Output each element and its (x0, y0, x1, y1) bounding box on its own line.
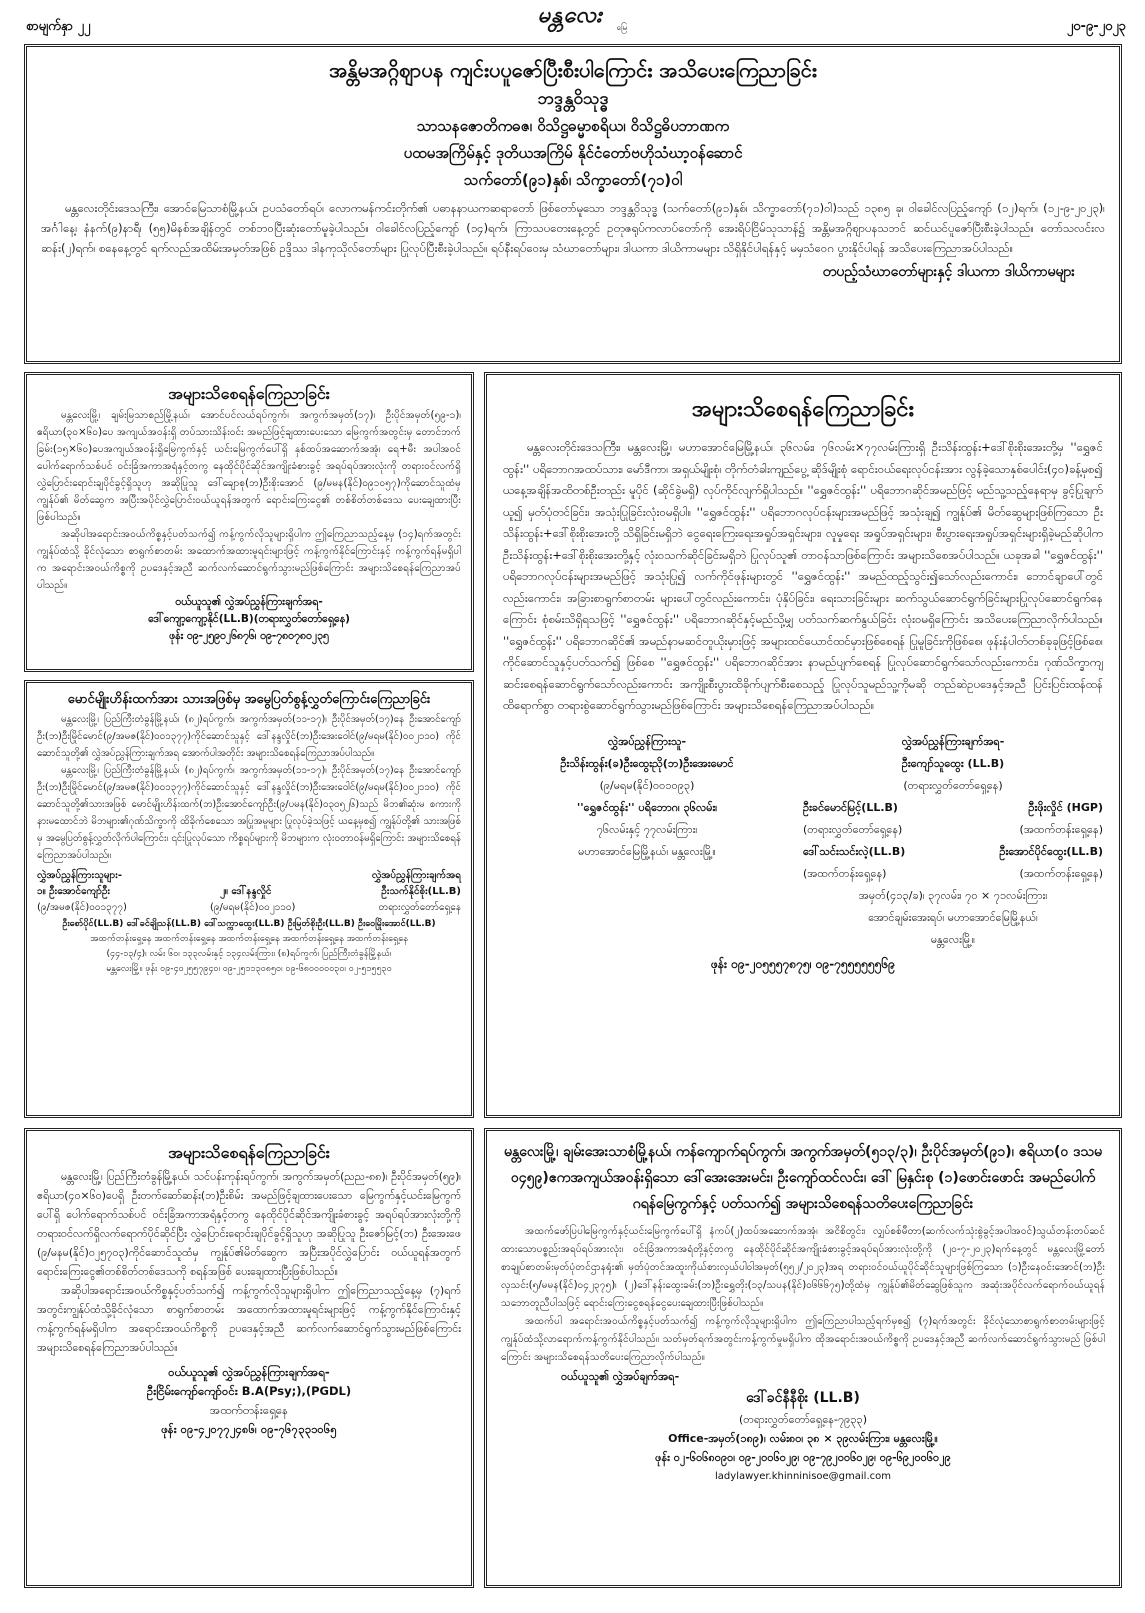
notice-left-3: အများသိစေရန်ကြေညာခြင်း မန္တလေးမြို့၊ ပြည်ကြီးတံခွန်မြို့နယ်၊ သင်ပန်းကုန်းရပ်ကွက်၊ အကွက်အမှတ်(ညည-၈၈)၊ ဦးပိုင်အမှတ်(၅၉)၊ ဧရိယာ(၄၀×၆၀)ပေရှိ ဦးတက်ဆော်ဆန်း(ဘ)ဦးစိမ်း အမည်ဖြင့်ချထားပေးသော မြေကွက်နှင့်ယင်းမြေကွက်ပေါ်ရှိ ပေါက်ရောက်သစ်ပင် ဝင်းခြံအကာအရံနှင့်တကွ နေထိုင်ပိုင်ဆိုင်အကျိုးခံစားခွင့် အရပ်ရပ်အားလုံးတို့ကို တရားဝင်လက်ရှိလက်ရောက်ပိုင်ဆိုင်ပြီး လွှဲပြောင်းရောင်းချပိုင်ခွင့်ရှိသူဟု အဆိုပြုသူ ဦးဇော်မြင့်(ဘ) ဦးအေးဖေ (၉/မနမ(နိုင်)၀၂၅၇၀၃)ကိုင်ဆောင်သူထံမှ ကျွန်ုပ်၏မိတ်ဆွေက အပြီးအပိုင်လွှဲပြောင်း ဝယ်ယူရန်အတွက် ရောင်းကြေးငွေ၏တစ်စိတ်တစ်ဒေသကို စရန်အဖြစ် ပေးချေထားပြီးဖြစ်ပါသည်။ အဆိုပါအရောင်းအဝယ်ကိစ္စနှင့်ပတ်သက်၍ ကန့်ကွက်လိုသူများရှိပါက ဤကြေညာသည့်နေ့မှ (၇)ရက်အတွင်းကျွန်ုပ်ထံသို့ခိုင်လုံသော စာရွက်စာတမ်း အထောက်အထားမူရင်းများဖြင့် ကန့်ကွက်နိုင်ကြောင်းနှင့် ကန့်ကွက်ရန်မရှိပါက အရောင်းအဝယ်ကိစ္စကို ဥပဒေနှင့်အညီ ဆက်လက်ဆောင်ရွက်သွားမည်ဖြစ်ကြောင်း အများသိစေရန်ကြေညာအပ်ပါသည်။ ဝယ်ယူသူ၏ လွှဲအပ်ညွှန်ကြားချက်အရ- ဦးငြိမ်းကျော်ကျော်ဝင်း B.A(Psy;),(PGDL) အထက်တန်းရှေ့နေ ဖုန်း ၀၉-၄၂၀၇၇၂၄၈၆၊ ၀၉-၇၆၇၃၃၁၀၆၅ (24, 1128, 474, 1588)
funeral-notice-sign: တပည့်သံဃာတော်များနှင့် ဒါယကာ ဒါယိကာမများ (822, 264, 1075, 280)
notice-right-2-body2: အထက်ပါ အရောင်းအဝယ်ကိစ္စနှင့်ပတ်သက်၍ ကန့်ကွက်လိုသူများရှိပါက ဤကြေညာပါသည့်ရက်မှစ၍ (၇)ရက်အတွင်း ခိုင်လုံသောစာရွက်စာတမ်းများဖြင့် ကျွန်ုပ်ထံသို့လာရောက်ကန့်ကွက်နိုင်ပါသည်။ သတ်မှတ်ရက်အတွင်းကန့်ကွက်မှုမရှိပါက ထိုအရောင်းအဝယ်ကိစ္စကို ဥပဒေနှင့်အညီ ဆက်လက်ဆောင်ရွက်သွားမည် ဖြစ်ပါကြောင်း အများသိစေရန်သတိပေးကြေညာလိုက်ပါသည်။ (501, 1316, 1105, 1363)
notice-right-2: မန္တလေးမြို့၊ ချမ်းအေးသာစံမြို့နယ်၊ ကန်ကျောက်ရပ်ကွက်၊ အကွက်အမှတ်(၅၁၃/၃)၊ ဦးပိုင်အမှတ်(၉၁)၊ ဧရိယာ(၀ ဒသမ ၀၄၅၉)ဧကအကျယ်အဝန်းရှိသော ဒေါ်အေးအေးမင်း၊ ဦးကျော်ထင်လင်း၊ ဒေါ် မြနှင်းစု (၁)ဖောင်းဖောင်း အမည်ပေါက်ဂရန်မြေကွက်နှင့် ပတ်သက်၍ အများသိစေရန်သတိပေးကြေညာခြင်း အထက်ဖော်ပြပါမြေကွက်နှင့်ယင်းမြေကွက်ပေါ်ရှိ နံကပ်(၂)ထပ်အဆောက်အအုံ၊ အငိစိတွင်း၊ လျှပ်စစ်မီတာ(ဆက်လက်သုံးစွဲခွင့်အပါအဝင်)သွယ်တန်းတပ်ဆင်ထားသောပစ္စည်းအရပ်ရပ်အားလုံး၊ ဝင်းခြံအကာအရံတို့နှင့်တကွ နေထိုင်ပိုင်ဆိုင်အကျိုးခံစားခွင့်အရပ်ရပ်အားလုံးတို့ကို (၂၀-၇-၂၀၂၃)ရက်နေ့တွင် မန္တလေးမြို့တော်စာချုပ်စာတမ်းမှတ်ပုံတင်ဌာနရုံး၏ မှတ်ပုံတင်အထူးကိုယ်စားလှယ်ပါဝါအမှတ်(၅၅၂/၂၀၂၃)အရ တရားဝင်ဝယ်ယူပိုင်ဆိုင်သူများဖြစ်ကြသော (၁)ဦးနေဝင်းအောင်(ဘ)ဦးလှသင်း(၅/မမန(နိုင်)၀၄၂၃၇၅)၊ (၂)ဒေါ်နန်းထွေးခမ်း(ဘ)ဦးရွှေတိုး(၁၃/သပန(နိုင်)၀၆၆၆၇၅)တို့ထံမှ ကျွန်ုပ်၏မိတ်ဆွေဖြစ်သူက အဆုံးအပိုင်လက်ရောက်ဝယ်ယူရန် သဘောတူညီပါသဖြင့် ရောင်းကြေးငွေစရန်ငွေပေးချေထားပြီးဖြစ်ပါသည်။ အထက်ပါ အရောင်းအဝယ်ကိစ္စနှင့်ပတ်သက်၍ ကန့်ကွက်လိုသူများရှိပါက ဤကြေညာပါသည့်ရက်မှစ၍ (၇)ရက်အတွင်း ခိုင်လုံသောစာရွက်စာတမ်းများဖြင့် ကျွန်ုပ်ထံသို့လာရောက်ကန့်ကွက်နိုင်ပါသည်။ သတ်မှတ်ရက်အတွင်းကန့်ကွက်မှုမရှိပါက ထိုအရောင်းအဝယ်ကိစ္စကို ဥပဒေနှင့်အညီ ဆက်လက်ဆောင်ရွက်သွားမည် ဖြစ်ပါကြောင်း အများသိစေရန်သတိပေးကြေညာလိုက်ပါသည်။ ဝယ်ယူသူ၏ လွှဲအပ်ချက်အရ- ဒေါ်ခင်နီနီစိုး (LL.B) (တရားလွှတ်တော်ရှေ့နေ-၇၉၃၃) Office-အမှတ်(၁၈၉)၊ လမ်း၈၀၊ ၃၈ × ၃၉လမ်းကြား၊ မန္တလေးမြို့။ ဖုန်း ၀၂-၆၀၆၈၀၉၀၊ ၀၉-၂၀၀၆၀၂၉၊ ၀၉-၇၉၂၀၀၆၀၂၉၊ ၀၉-၆၉၂၀၀၆၀၂၉ ladylawyer.khinninisoe@gmail.com (484, 1128, 1122, 1588)
notice-right-1-principal: လွှဲအပ်ညွှန်ကြားသူ- ဦးသိန်းထွန်း(ခ)ဦးထွေးညို(ဘ)ဦးအေးမောင် (၉/မရမ(နိုင်)၀၀၁၀၉၃) ''ရွှေဇင်ထွန်း'' ပရိဘောဂ၊ ၃၆လမ်း၊ ၇၆လမ်းနှင့် ၇၇လမ်းကြား၊ မဟာအောင်မြေမြို့နယ်၊ မန္တလေးမြို့။ (560, 734, 734, 858)
notice-left-1 (24, 372, 474, 672)
notice-left-2-signers: လွှဲအပ်ညွှန်ကြားသူများ- လွှဲအပ်ညွှန်ကြားချက်အရ (37, 870, 461, 881)
notice-left-1-sign2: ဒေါ်ကျော့ကျော့နိုင်(LL.B)(တရားလွှတ်တော်ရှေ့နေ) (148, 613, 350, 625)
notice-left-2-body1: မန္တလေးမြို့၊ ပြည်ကြီးတံခွန်မြို့နယ်၊ (၈၂)ရပ်ကွက်၊ အကွက်အမှတ်(၁၁-၁၇)၊ ဦးပိုင်အမှတ်(၁၇)နေ ဦးအောင်ကျော်ဦး(ဘ)ဦးမြိုင်မောင်(၉/အမဇ(နိုင်)၀၀၁၃၇၇)ကိုင်ဆောင်သူနှင့် ဒေါ်နန္ဒလှိုင်(ဘ)ဦးအေးဝေါင်(၉/မရမ(နိုင်)၀၀၂၁၁၀) ကိုင်ဆောင်သူတို့၏ လွှဲအပ်ညွှန်ကြားချက်အရ အောက်ပါအတိုင်း အများသိစေရန်ကြေညာအပ်ပါသည်။ (37, 714, 461, 759)
notice-left-1-body1: မန္တလေးမြို့၊ ချမ်းမြသာစည်မြို့နယ်၊ အောင်ပင်လယ်ရပ်ကွက်၊ အကွက်အမှတ်(၁၇)၊ ဦးပိုင်အမှတ်(၅၉-၁)၊ ဧရိယာ(၃၀×၆၀)ပေ အကျယ်အဝန်းရှိ တပ်သားသိန်းဝင်း အမည်ဖြင့်ချထားပေးသော မြေကွက်အတွင်းမှ တောင်ဘက်ခြမ်း(၁၅×၆၀)ပေအကျယ်အဝန်းရှိမြေကွက်နှင့် ယင်းမြေကွက်ပေါ်ရှိ နှစ်ထပ်အဆောက်အအုံ၊ ရေ+မီး အပါအဝင် ပေါက်ရောက်သစ်ပင် ဝင်းခြံအကာအရံနှင့်တကွ နေထိုင်ပိုင်ဆိုင်အကျိုးခံစားခွင့် အရပ်ရပ်အားလုံးကို တရားဝင်လက်ရှိလွှဲပြောင်းရောင်းချပိုင်ခွင့်ရှိသူဟု အဆိုပြုသူ ဒေါ်ချောစု(ဘ)ဦးစိုးအောင် (၉/မမန(နိုင်)၀၉၁၀၅၇)ကိုဆောင်သူထံမှ ကျွန်ုပ်၏ မိတ်ဆွေက အပြီးအပိုင်လွှဲပြောင်းဝယ်ယူရန်အတွက် ရောင်းကြေးငွေ၏ တစ်စိတ်တစ်ဒေသ ပေးချေထားပြီးဖြစ်ပါသည်။ (37, 410, 461, 523)
monk-positions: ပထမအကြိမ်နှင့် ဒုတိယအကြိမ် နိုင်ငံတော်ဗဟိုသံဃာ့ဝန်ဆောင် (403, 144, 743, 162)
funeral-notice (24, 44, 1122, 364)
notice-left-1-phone: ဖုန်း ၀၉-၂၅၉၀၂၆၈၇၆၊ ၀၉-၇၈၀၇၈၀၂၃၅ (169, 630, 329, 642)
page-date: ၂၀-၉-၂၀၂၃ (1066, 19, 1126, 34)
notice-right-1-lawyers: လွှဲအပ်ညွှန်ကြားချက်အရ- ဦးကျော်သူထွေး (LL.B) (တရားလွှတ်တော်ရှေ့နေ) ဦးခင်မောင်မြင့်(LL.B) ဦးဖိုးလှိုင် (HGP) (တရားလွှတ်တော်ရှေ့နေ) (အထက်တန်းရှေ့နေ) ဒေါ်သင်းသင်းလဲ့(LL.B) ဦးအောင်ပိုင်ထွေး(LL.B) (အထက်တန်းရှေ့နေ) (အထက်တန်းရှေ့နေ) အမှတ်(၄၁၃/ခ)၊ ၃၇လမ်း၊ ၇၀ × ၇၁လမ်းကြား၊ အောင်ချမ်းအေးရပ်၊ မဟာအောင်မြေမြို့နယ်၊ မန္တလေးမြို့။ (803, 734, 1103, 946)
notice-left-2-title: မောင်မျိုးဟိန်းထက်အား သားအဖြစ်မှ အမွေပြတ်စွန့်လွှတ်ကြောင်းကြေညာခြင်း (67, 692, 431, 707)
funeral-notice-title: အန္တိမအဂ္ဂိဈာပန ကျင်းပပူဇော်ပြီးစီးပါကြောင်း အသိပေးကြေညာခြင်း (329, 58, 817, 82)
notice-left-1-sign1: ဝယ်ယူသူ၏ လွှဲအပ်ညွှန်ကြားချက်အရ- (175, 596, 323, 608)
monk-titles: သာသနဇောတိကဓဇ၊ ဝိသိဋ္ဌဓမ္မာစရိယ၊ ဝိသိဋ္ဌဓိပဘာဏက (416, 117, 730, 135)
notice-right-2-body1: အထက်ဖော်ပြပါမြေကွက်နှင့်ယင်းမြေကွက်ပေါ်ရှိ နံကပ်(၂)ထပ်အဆောက်အအုံ၊ အငိစိတွင်း၊ လျှပ်စစ်မီတာ(ဆက်လက်သုံးစွဲခွင့်အပါအဝင်)သွယ်တန်းတပ်ဆင်ထားသောပစ္စည်းအရပ်ရပ်အားလုံး၊ ဝင်းခြံအကာအရံတို့နှင့်တကွ နေထိုင်ပိုင်ဆိုင်အကျိုးခံစားခွင့်အရပ်ရပ်အားလုံးတို့ကို (၂၀-၇-၂၀၂၃)ရက်နေ့တွင် မန္တလေးမြို့တော်စာချုပ်စာတမ်းမှတ်ပုံတင်ဌာနရုံး၏ မှတ်ပုံတင်အထူးကိုယ်စားလှယ်ပါဝါအမှတ်(၅၅၂/၂၀၂၃)အရ တရားဝင်ဝယ်ယူပိုင်ဆိုင်သူများဖြစ်ကြသော (၁)ဦးနေဝင်းအောင်(ဘ)ဦးလှသင်း(၅/မမန(နိုင်)၀၄၂၃၇၅)၊ (၂)ဒေါ်နန်းထွေးခမ်း(ဘ)ဦးရွှေတိုး(၁၃/သပန(နိုင်)၀၆၆၆၇၅)တို့ထံမှ ကျွန်ုပ်၏မိတ်ဆွေဖြစ်သူက အဆုံးအပိုင်လက်ရောက်ဝယ်ယူရန် သဘောတူညီပါသဖြင့် ရောင်းကြေးငွေစရန်ငွေပေးချေထားပြီးဖြစ်ပါသည်။ (501, 1226, 1105, 1309)
monk-name: ဘဒ္ဒန္တဝိသုဒ္ဓ (537, 89, 609, 109)
notice-left-1-body2: အဆိုပါအရောင်းအဝယ်ကိစ္စနှင့်ပတ်သက်၍ ကန့်ကွက်လိုသူများရှိပါက ဤကြေညာသည့်နေ့မှ (၁၄)ရက်အတွင်း ကျွန်ုပ်ထံသို့ ခိုင်လုံသော စာရွက်စာတမ်း အထောက်အထားမူရင်းများဖြင့် ကန့်ကွက်နိုင်ကြောင်းနှင့် ကန့်ကွက်ရန်မရှိပါက အရောင်းအဝယ်ကိစ္စကို ဥပဒေနှင့်အညီ ဆက်လက်ဆောင်ရွက်သွားမည်ဖြစ်ကြောင်း အများသိစေရန်ကြေညာအပ်ပါသည်။ (37, 529, 461, 591)
notice-right-1-body: မန္တလေးတိုင်းဒေသကြီး၊ မန္တလေးမြို့၊ မဟာအောင်မြေမြို့နယ်၊ ၃၆လမ်း၊ ၇၆လမ်း×၇၇လမ်းကြားရှိ ဦးသိန်းထွန်း+ဒေါ်စိုးစိုးအေးတို့မှ ''ရွှေဇင်ထွန်း'' ပရိဘောဂအထပ်သား၊ မော်ဒီကာ၊ အရှယ်မျိုးစုံ၊ တိုက်တံခါးကျည်ပွေ့ ဆိုဒ်မျိုးစုံ ရောင်းဝယ်ရေးလုပ်ငန်းအား လွန်ခဲ့သောနှစ်ပေါင်း(၄၀)ခန့်မှစ၍ ယနေ့အချိန်အထိတစ်ဦးတည်း မူပိုင် (ဆိုင်ခွဲမရှိ) လုပ်ကိုင်လျက်ရှိပါသည်။ ''ရွှေဇင်ထွန်း'' ပရိဘောဂဆိုင်အမည်ဖြင့် မည်သူ့သည့်နေရာမှ ခွင့်ပြုချက်ယူ၍ မှတ်ပုံတင်ခြင်း၊ အသုံးပြုခြင်းလုံးဝမရှိပါ။ ''ရွှေဇင်ထွန်း'' ပရိဘောဂလုပ်ငန်းများအမည်ဖြင့် အသုံးချ၍ ကျွန်ုပ်၏ မိတ်ဆွေများဖြစ်ကြသော ဦးသိန်းထွန်း+ဒေါ်စိုးစိုးအေးတို့ သိရှိခြင်းမရှိဘဲ ငွေရေးကြေးရေးအရှုပ်အရှင်းများ၊ လူမှုရေး အရှုပ်အရှင်းများ၊ စီးပွားရေးအရှုပ်အရှင်းများရှိခဲ့မည်ဆိုပါက ဦးသိန်းထွန်း+ဒေါ်စိုးစိုးအေးတို့နှင့် လုံးဝသက်ဆိုင်ခြင်းမရှိဘဲ ပြုလုပ်သူ၏ တာဝန်သာဖြစ်ကြောင်း အများသိစေအပ်ပါသည်။ ယခုအခါ ''ရွှေဇင်ထွန်း'' ပရိဘောဂလုပ်ငန်းများအမည်ဖြင့် အသုံးပြု၍ လက်ကိုင်ဖုန်းများတွင် ''ရွှေဇင်ထွန်း'' အမည်ထည့်သွင်း၍သော်လည်းကောင်း၊ ဘောင်ချာပေါ်တွင်လည်းကောင်း၊ အခြားစာရွက်စာတမ်း များပေါ်တွင်လည်းကောင်း၊ ပုံနှိပ်ခြင်း၊ ရေးသားခြင်းများ ဆက်သွယ်ဆောင်ရွက်ခြင်းများပြုလုပ်ဆောင်ရွက်နေကြောင်း စုံစမ်းသိရှိရသဖြင့် ''ရွှေဇင်ထွန်း'' ပရိဘောဂဆိုင်နှင့်မည်သို့မျှ ပတ်သက်ဆက်နွယ်ခြင်း လုံးဝမရှိကြောင်း အသိပေးကြေညာလိုက်ပါသည်။ ''ရွှေဇင်ထွန်း'' ပရိဘောဂဆိုင်၏ အမည်နာမဆင်တူယိုးမှားဖြင့် အများထင်ယောင်ထင်မှားဖြစ်စေရန် ပြုမူခြင်းကိုဖြစ်စေ၊ ဖုန်းနံပါတ်တစ်ခုခုဖြင့်ဖြစ်စေ၊ ကိုင်ဆောင်သူနှင့်ပတ်သက်၍ ဖြစ်စေ ''ရွှေဇင်ထွန်း'' ပရိဘောဂဆိုင်အား နာမည်ပျက်စေရန် ပြုလုပ်ဆောင်ရွက်သော်လည်းကောင်း၊ ဂုဏ်သိက္ခာကျဆင်းစေရန်ဆောင်ရွက်သော်လည်းကောင်း အကျိုးစီးပွားထိခိုက်ပျက်စီးစေသည့် ပြုလုပ်သူမည်သူ့ကိုမဆို တည်ဆဲဥပဒေနှင့်အညီ ပြင်းပြင်းထန်ထန် ထိရောက်စွာ တရားစွဲဆောင်ရွက်သွားမည်ဖြစ်ကြောင်း အများသိစေရန်ကြေညာအပ်ပါသည်။ (503, 440, 1103, 712)
notice-left-2-lawyers: ဦးစော်ပိုင်(LL.B) ဒေါ်ခင်ချိုသန်(LL.B) ဒေါ်သက္ကာထွေး(LL.B) ဦးမြတ်စိုးဦး(LL.B) ဦးဝေမြိုးအောင်(LL.B) (62, 919, 436, 929)
notice-right-1-phone: ဖုန်း ၀၉-၂၀၅၅၅၇၈၇၅၊ ၀၉-၇၅၅၅၅၅၅၆၉ (710, 956, 896, 971)
notice-right-2-email: ladylawyer.khinninisoe@gmail.com (715, 1471, 891, 1482)
monk-age: သက်တော်(၉၁)နှစ်၊ သိက္ခာတော်(၇၁)ဝါ (463, 171, 683, 189)
masthead-logo: မန္တလေး မြေ (537, 2, 628, 32)
funeral-notice-body: မန္တလေးတိုင်းဒေသကြီး၊ အောင်မြေသာစံမြို့နယ်၊ ဥပသံတော်ရပ်၊ လောကမန်ကင်းတိုက်၏ ပဓာနနာယကဆရာတော် ဖြစ်တော်မူသော ဘဒ္ဒန္တဝိသုဒ္ဓ (သက်တော်(၉၁)နှစ်၊ သိက္ခာတော်(၇၁)ဝါ)သည် ၁၃၈၅ ခု၊ ဝါခေါင်လပြည့်ကျော် (၁၂)ရက်၊ (၁၂-၉-၂၀၂၃)၊ အင်္ဂါနေ့၊ နံနက်(၉)နာရီ၊ (၅၅)မိနစ်အချိန်တွင် တစ်ဘဝပြီးဆုံးတော်မူခဲ့ပါသည်။ ဝါခေါင်လပြည့်ကျော် (၁၄)ရက်၊ ကြာသပတေးနေ့တွင် ဥတုဇရုပ်ကလာပ်တော်ကို အေးရိပ်ငြိမ်သုသာန်၌ အန္တိမအဂ္ဂိဈာပနသဘင် ဆင်ယင်ပူဇော်ပြီးစီးခဲ့ပါသည်။ တော်သလင်းလဆန်း(၂)ရက်၊ စနေနေ့တွင် ရက်လည်အထိမ်းအမှတ်အဖြစ် ဥဒ္ဒိဿ ဒါနကုသိုလ်တော်များ ပြုလုပ်ပြီးစီးခဲ့ပါသည်။ ရပ်နီးရပ်ဝေးမှ သံဃာတော်များ၊ ဒါယကာ ဒါယိကာမများ သိရှိနိုင်ပါရန်နှင့် မမှသံဝေဂ ပွားနိုင်ပါရန် အသိပေးကြေညာအပ်ပါသည်။ (41, 201, 1105, 255)
notice-left-3-body2: အဆိုပါအရောင်းအဝယ်ကိစ္စနှင့်ပတ်သက်၍ ကန့်ကွက်လိုသူများရှိပါက ဤကြေညာသည့်နေ့မှ (၇)ရက်အတွင်းကျွန်ုပ်ထံသို့ခိုင်လုံသော စာရွက်စာတမ်း အထောက်အထားမူရင်းများဖြင့် ကန့်ကွက်နိုင်ကြောင်းနှင့် ကန့်ကွက်ရန်မရှိပါက အရောင်းအဝယ်ကိစ္စကို ဥပဒေနှင့်အညီ ဆက်လက်ဆောင်ရွက်သွားမည်ဖြစ်ကြောင်း အများသိစေရန်ကြေညာအပ်ပါသည်။ (37, 1284, 461, 1354)
notice-left-2-body2: မန္တလေးမြို့၊ ပြည်ကြီးတံခွန်မြို့နယ်၊ (၈၂)ရပ်ကွက်၊ အကွက်အမှတ်(၁၁-၁၇)၊ ဦးပိုင်အမှတ်(၁၇)နေ ဦးအောင်ကျော်ဦး(ဘ)ဦးမြိုင်မောင်(၉/အမဇ(နိုင်)၀၀၁၃၇၇)ကိုင်ဆောင်သူနှင့် ဒေါ်နန္ဒလှိုင်(ဘ)ဦးအေးဝေါင်(၉/မရမ(နိုင်)၀၀၂၁၁၀) ကိုင်ဆောင်သူတို့၏သားအဖြစ် မောင်မျိုးဟိန်းထက်(ဘ)ဦးအောင်ကျော်ဦး(၉/ပမန(နိုင်)၀၃၀၅၂၆)သည် မိဘ၏ဆုံးမ စကားကို နားမထောင်ဘဲ မိဘများ၏ဂုဏ်သိက္ခာကို ထိခိုက်စေသော အပြုအမူများ ပြုလုပ်ခဲ့သဖြင့် ယနေ့မှစ၍ ကျွန်ုပ်တို့၏ သားအဖြစ်မှ အမွေပြတ်စွန့်လွှတ်လိုက်ပါကြောင်း၊ ၎င်းပြုလုပ်သော ကိစ္စရပ်များကို မိဘများက လုံးဝတာဝန်မရှိကြောင်း အများသိစေရန် ကြေညာအပ်ပါသည်။ (37, 765, 461, 861)
notice-right-1 (484, 372, 1122, 1118)
notice-left-3-body1: မန္တလေးမြို့၊ ပြည်ကြီးတံခွန်မြို့နယ်၊ သင်ပန်းကုန်းရပ်ကွက်၊ အကွက်အမှတ်(ညည-၈၈)၊ ဦးပိုင်အမှတ်(၅၉)၊ ဧရိယာ(၄၀×၆၀)ပေရှိ ဦးတက်ဆော်ဆန်း(ဘ)ဦးစိမ်း အမည်ဖြင့်ချထားပေးသော မြေကွက်နှင့်ယင်းမြေကွက်ပေါ်ရှိ ပေါက်ရောက်သစ်ပင် ဝင်းခြံအကာအရံနှင့်တကွ နေထိုင်ပိုင်ဆိုင်အကျိုးခံစားခွင့် အရပ်ရပ်အားလုံးတို့ကို တရားဝင်လက်ရှိလက်ရောက်ပိုင်ဆိုင်ပြီး လွှဲပြောင်းရောင်းချပိုင်ခွင့်ရှိသူဟု အဆိုပြုသူ ဦးဇော်မြင့်(ဘ) ဦးအေးဖေ (၉/မနမ(နိုင်)၀၂၅၇၀၃)ကိုင်ဆောင်သူထံမှ ကျွန်ုပ်၏မိတ်ဆွေက အပြီးအပိုင်လွှဲပြောင်း ဝယ်ယူရန်အတွက် ရောင်းကြေးငွေ၏တစ်စိတ်တစ်ဒေသကို စရန်အဖြစ် ပေးချေထားပြီးဖြစ်ပါသည်။ (37, 1170, 461, 1278)
page-number: စာမျက်နှာ ၂၂ (26, 19, 91, 34)
notice-left-3-title: အများသိစေရန်ကြေညာခြင်း (168, 1143, 330, 1162)
notice-right-2-title: မန္တလေးမြို့၊ ချမ်းအေးသာစံမြို့နယ်၊ ကန်ကျောက်ရပ်ကွက်၊ အကွက်အမှတ်(၅၁၃/၃)၊ ဦးပိုင်အမှတ်(၉၁)၊ ဧရိယာ(၀ ဒသမ ၀၄၅၉)ဧကအကျယ်အဝန်းရှိသော ဒေါ်အေးအေးမင်း၊ ဦးကျော်ထင်လင်း၊ ဒေါ် မြနှင်းစု (၁)ဖောင်းဖောင်း အမည်ပေါက်ဂရန်မြေကွက်နှင့် ပတ်သက်၍ အများသိစေရန်သတိပေးကြေညာခြင်း (504, 1144, 1102, 1212)
notice-right-1-title: အများသိစေရန်ကြေညာခြင်း (691, 397, 915, 422)
notice-left-1-title: အများသိစေရန်ကြေညာခြင်း (168, 384, 330, 403)
notice-left-2: မောင်မျိုးဟိန်းထက်အား သားအဖြစ်မှ အမွေပြတ်စွန့်လွှတ်ကြောင်းကြေညာခြင်း မန္တလေးမြို့၊ ပြည်ကြီးတံခွန်မြို့နယ်၊ (၈၂)ရပ်ကွက်၊ အကွက်အမှတ်(၁၁-၁၇)၊ ဦးပိုင်အမှတ်(၁၇)နေ ဦးအောင်ကျော်ဦး(ဘ)ဦးမြိုင်မောင်(၉/အမဇ(နိုင်)၀၀၁၃၇၇)ကိုင်ဆောင်သူနှင့် ဒေါ်နန္ဒလှိုင်(ဘ)ဦးအေးဝေါင်(၉/မရမ(နိုင်)၀၀၂၁၁၀) ကိုင်ဆောင်သူတို့၏ လွှဲအပ်ညွှန်ကြားချက်အရ အောက်ပါအတိုင်း အများသိစေရန်ကြေညာအပ်ပါသည်။ မန္တလေးမြို့၊ ပြည်ကြီးတံခွန်မြို့နယ်၊ (၈၂)ရပ်ကွက်၊ အကွက်အမှတ်(၁၁-၁၇)၊ ဦးပိုင်အမှတ်(၁၇)နေ ဦးအောင်ကျော်ဦး(ဘ)ဦးမြိုင်မောင်(၉/အမဇ(နိုင်)၀၀၁၃၇၇)ကိုင်ဆောင်သူနှင့် ဒေါ်နန္ဒလှိုင်(ဘ)ဦးအေးဝေါင်(၉/မရမ(နိုင်)၀၀၂၁၁၀) ကိုင်ဆောင်သူတို့၏သားအဖြစ် မောင်မျိုးဟိန်းထက်(ဘ)ဦးအောင်ကျော်ဦး(၉/ပမန(နိုင်)၀၃၀၅၂၆)သည် မိဘ၏ဆုံးမ စကားကို နားမထောင်ဘဲ မိဘများ၏ဂုဏ်သိက္ခာကို ထိခိုက်စေသော အပြုအမူများ ပြုလုပ်ခဲ့သဖြင့် ယနေ့မှစ၍ ကျွန်ုပ်တို့၏ သားအဖြစ်မှ အမွေပြတ်စွန့်လွှတ်လိုက်ပါကြောင်း၊ ၎င်းပြုလုပ်သော ကိစ္စရပ်များကို မိဘများက လုံးဝတာဝန်မရှိကြောင်း အများသိစေရန် ကြေညာအပ်ပါသည်။ လွှဲအပ်ညွှန်ကြားသူများ- လွှဲအပ်ညွှန်ကြားချက်အရ ၁။ ဦးအောင်ကျော်ဦး ၂။ ဒေါ်နန္ဒလှိုင် ဦးသက်နိုင်စိုး(LL.B) (၉/အမဇ(နိုင်)၀၀၁၃၇၇) (၉/မရမ(နိုင်)၀၀၂၁၁၀) တရားလွှတ်တော်ရှေ့နေ ဦးစော်ပိုင်(LL.B) ဒေါ်ခင်ချိုသန်(LL.B) ဒေါ်သက္ကာထွေး(LL.B) ဦးမြတ်စိုးဦး(LL.B) ဦးဝေမြိုးအောင်(LL.B) အထက်တန်းရှေ့နေ အထက်တန်းရှေ့နေ အထက်တန်းရှေ့နေ အထက်တန်းရှေ့နေ အထက်တန်းရှေ့နေ (၄၄-၁၃/၄)၊ လမ်း ၆၀၊ ၁၃၃လမ်းနှင့် ၁၃၄လမ်းကြား၊ (၈)ရပ်ကွက်၊ ပြည်ကြီးတံခွန်မြို့နယ်၊ မန္တလေးမြို့။ ဖုန်း ၀၉-၄၀၂၅၅၇၉၄၀၊ ၀၉-၂၅၁၁၃၀၈၅၀၊ ၀၉-၆၈၀၀၀၀၀၃၀၊ ၀၂-၅၁၅၅၃၀ (24, 680, 474, 1118)
